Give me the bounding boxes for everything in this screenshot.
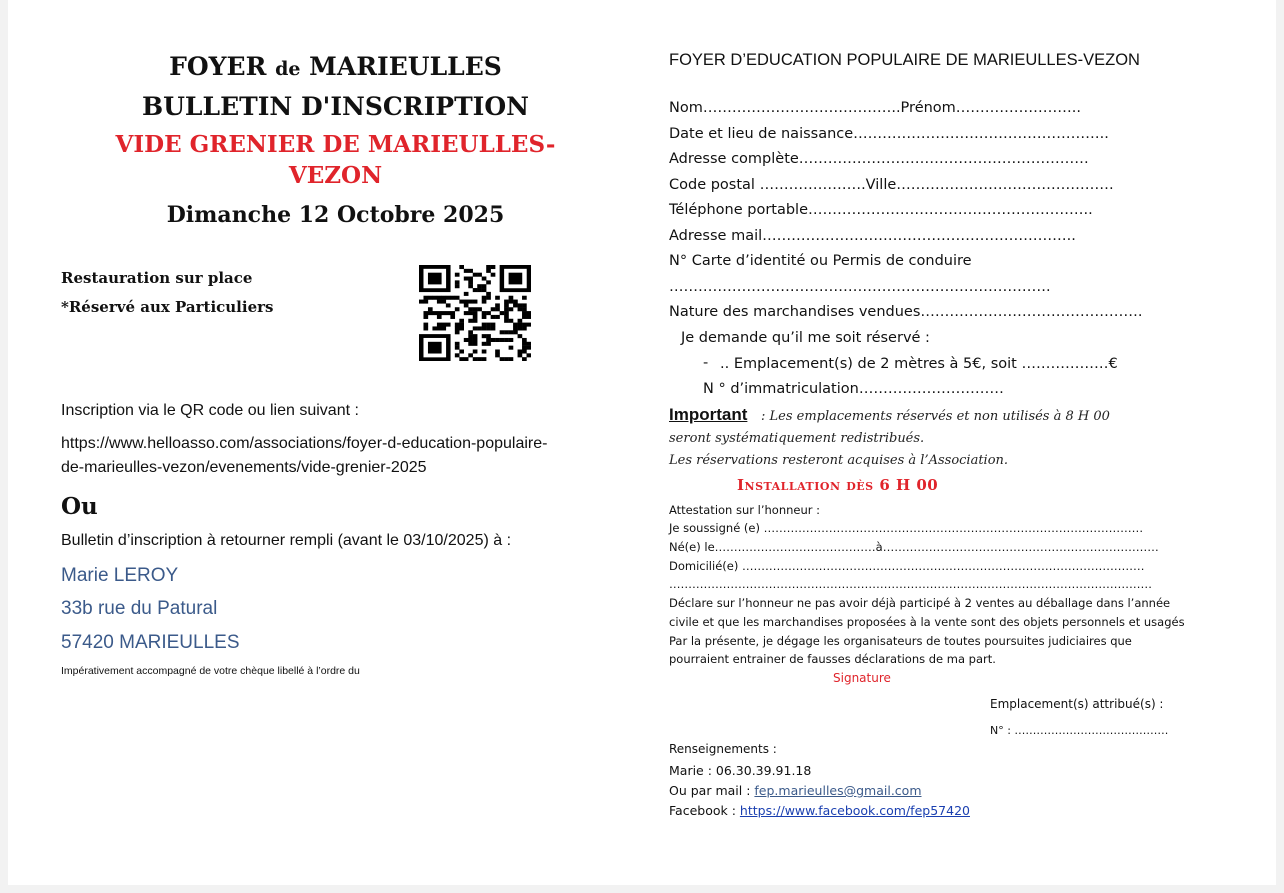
contact-mail-row [669,783,922,798]
return-text: Bulletin d’inscription à retourner rempli (avant le 03/10/2025) à : [61,532,512,549]
declare-line1: Déclare sur l’honneur ne pas avoir déjà participé à 2 ventes au déballage dans l’année [669,596,1171,610]
contact-phone: Marie : 06.30.39.91.18 [669,763,812,778]
contact-mail-label: Ou par mail : [669,783,751,798]
demande-text: Je demande qu’il me soit réservé : [681,330,930,346]
attestation-title: Attestation sur l’honneur : [669,503,821,517]
field-nature[interactable]: Nature des marchandises vendues………………………………………. [669,304,1143,320]
emplacement-attribue-label: Emplacement(s) attribué(s) : [990,697,1164,711]
event-title-line1: VIDE GRENIER DE MARIEULLES- [115,131,556,158]
right-header: FOYER D’EDUCATION POPULAIRE DE MARIEULLES-VEZON [669,51,1140,69]
declare-line3: Par la présente, je dégage les organisateurs de toutes poursuites judiciaires que [669,634,1132,648]
field-telephone[interactable]: Téléphone portable………………………………………………….. [669,202,1093,218]
field-soussigne[interactable]: Je soussigné (e) ……………………………………………………………………………………… [669,521,1144,535]
note-restauration: Restauration sur place [61,269,253,287]
field-domicile[interactable]: Domicilié(e) …………………………………………………………………………………………… [669,559,1145,573]
field-adresse[interactable]: Adresse complète…………………………………………………… [669,151,1089,167]
field-nom[interactable]: Nom…………………………………..Prénom…………………….. [669,100,1082,116]
address-city: 57420 MARIEULLES [61,632,240,653]
title-bulletin: BULLETIN D'INSCRIPTION [141,92,530,121]
important-line3: Les réservations resteront acquises à l’Association. [669,453,1009,468]
title-foyer: FOYER de MARIEULLES [169,52,502,81]
field-carte-identite: N° Carte d’identité ou Permis de conduire [669,253,972,269]
important-line2: seront systématiquement redistribués. [669,431,925,446]
cheque-note: Impérativement accompagné de votre chèque libellé à l’ordre du [61,665,360,677]
field-immatriculation[interactable]: N ° d’immatriculation………………………… [703,381,1004,397]
field-code-postal-ville[interactable]: Code postal ………………….Ville……………………………………… [669,177,1114,193]
field-carte-identite-value[interactable]: ……………………………………………………………………. [669,279,1051,295]
address-street: 33b rue du Patural [61,598,218,619]
emplacement-numero[interactable]: N° : …………………………………… [990,724,1169,737]
important-label: Important [669,405,748,424]
field-naissance[interactable]: Date et lieu de naissance…………………………………………….. [669,126,1109,142]
field-emplacement[interactable]: .. Emplacement(s) de 2 mètres à 5€, soit ………………€ [720,356,1118,372]
facebook-label: Facebook : [669,803,736,818]
event-title-line2: VEZON [288,162,383,189]
important-line1: : Les emplacements réservés et non utilisés à 8 H 00 [761,409,1110,424]
qr-code-icon[interactable] [419,265,531,361]
field-domicile-extra[interactable]: ……………………………………………………………………………………………………………… [669,577,1152,591]
field-mail[interactable]: Adresse mail……………………………………………………….. [669,228,1076,244]
contact-facebook-row [669,803,970,818]
declare-line4: pourraient entrainer de fausses déclarations de ma part. [669,652,996,666]
flyer-page [8,0,1276,885]
emplacement-bullet: - [703,355,709,371]
field-nee-le[interactable]: Né(e) le……………………………………à……………………………………………………………… [669,540,1159,554]
contact-mail-link[interactable]: fep.marieulles@gmail.com [754,783,922,798]
signature-label: Signature [833,671,891,685]
contact-title: Renseignements : [669,742,777,756]
ou-label: Ou [61,493,98,520]
note-particuliers: *Réservé aux Particuliers [61,298,274,316]
address-name: Marie LEROY [61,565,179,586]
event-date: Dimanche 12 Octobre 2025 [166,202,505,228]
facebook-link[interactable]: https://www.facebook.com/fep57420 [739,803,970,818]
declare-line2: civile et que les marchandises proposées à la vente sont des objets personnels et usagés [669,615,1185,629]
helloasso-link-line2[interactable]: de-marieulles-vezon/evenements/vide-grenier-2025 [61,459,427,476]
helloasso-link-line1[interactable]: https://www.helloasso.com/associations/foyer-d-education-populaire- [61,435,548,452]
installation-time: Installation dès 6 H 00 [737,476,939,494]
inscription-text: Inscription via le QR code ou lien suivant : [61,402,359,419]
